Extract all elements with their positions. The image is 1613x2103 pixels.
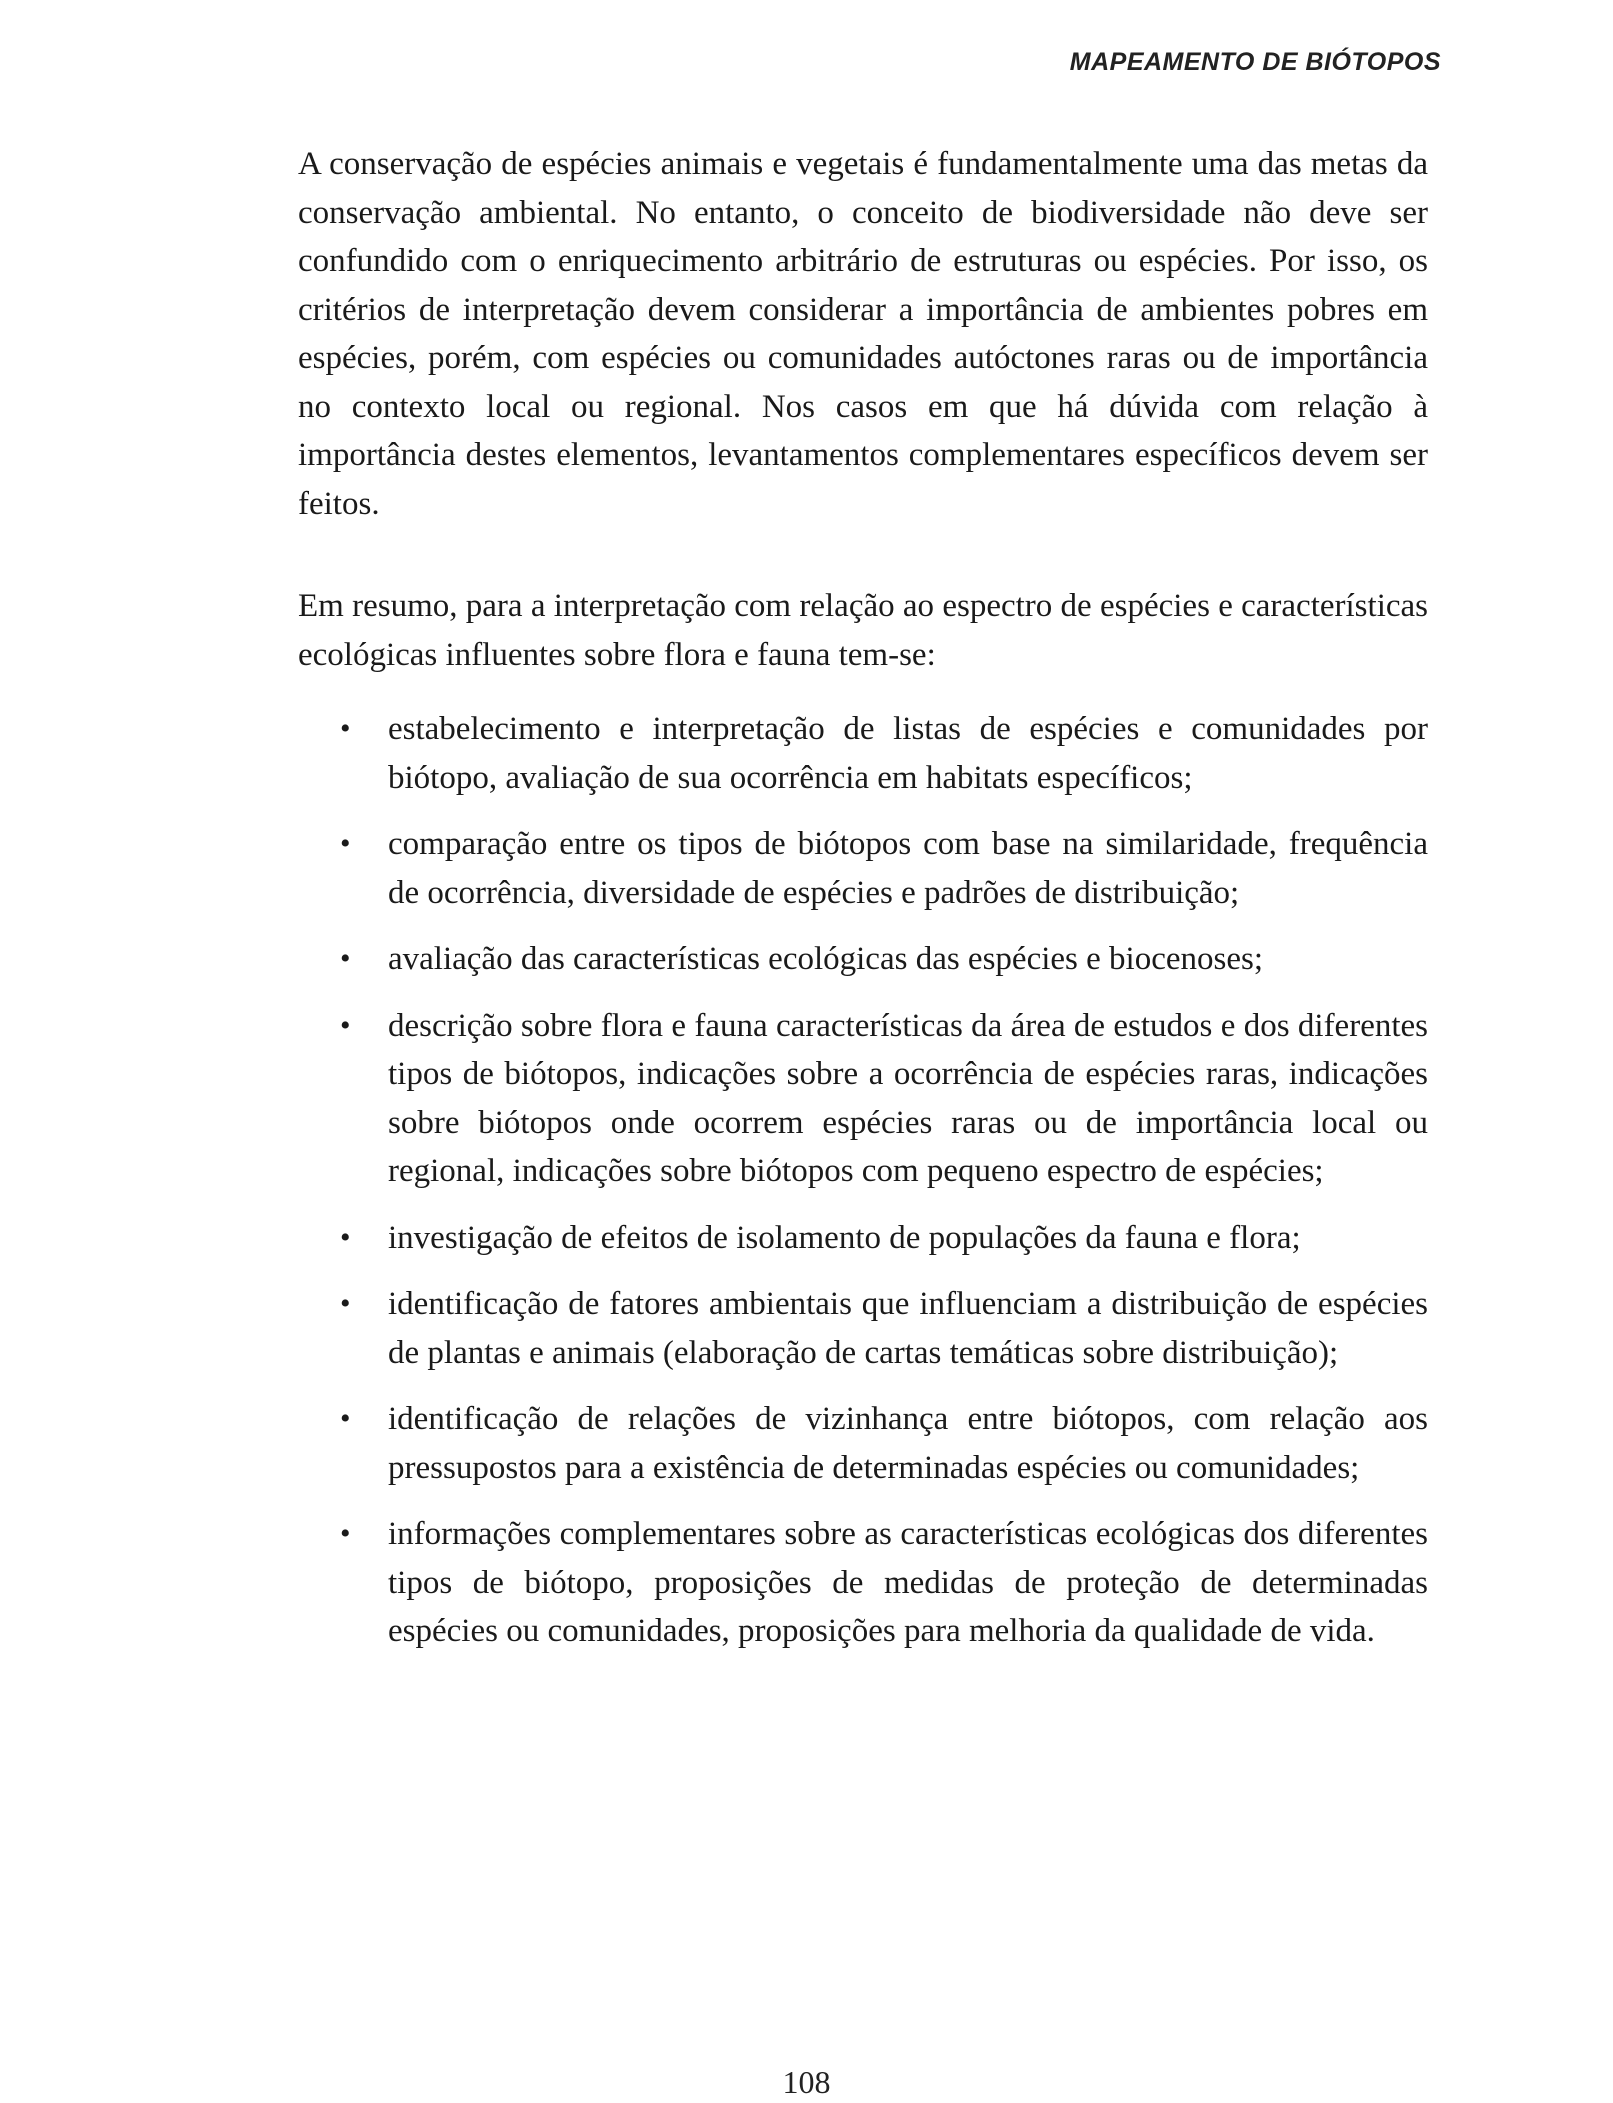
list-item-text: identificação de fatores ambientais que influenciam a distribuição de espécies de plantas e animais (elaboração de cartas temáticas sobre distribuição); xyxy=(388,1286,1428,1371)
bullet-icon: • xyxy=(340,712,351,745)
list-item xyxy=(298,820,1428,917)
bullet-icon: • xyxy=(340,942,351,975)
list-item xyxy=(298,935,1428,984)
list-item-text: investigação de efeitos de isolamento de populações da fauna e flora; xyxy=(388,1219,1301,1256)
list-item-text: estabelecimento e interpretação de listas de espécies e comunidades por biótopo, avaliação de sua ocorrência em habitats específicos; xyxy=(388,711,1428,796)
list-item xyxy=(298,1510,1428,1656)
list-item xyxy=(298,1280,1428,1377)
paragraph-conservation: A conservação de espécies animais e vegetais é fundamentalmente uma das metas da conservação ambiental. No entanto, o conceito de biodiversidade não deve ser confundido com o enriquecimento arbitrário de estruturas ou espécies. Por isso, os critérios de interpretação devem considerar a importância de ambientes pobres em espécies, porém, com espécies ou comunidades autóctones raras ou de importância no contexto local ou regional. Nos casos em que há dúvida com relação à importância destes elementos, levantamentos complementares específicos devem ser feitos. xyxy=(298,146,1428,522)
list-item xyxy=(298,1002,1428,1196)
list-item xyxy=(298,1395,1428,1492)
running-header: MAPEAMENTO DE BIÓTOPOS xyxy=(1069,48,1441,76)
bullet-icon: • xyxy=(340,827,351,860)
list-item xyxy=(298,1214,1428,1263)
paragraph-summary: Em resumo, para a interpretação com relação ao espectro de espécies e características ecológicas influentes sobre flora e fauna tem-se: xyxy=(298,588,1428,673)
list-item-text: comparação entre os tipos de biótopos com base na similaridade, frequência de ocorrência, diversidade de espécies e padrões de distribuição; xyxy=(388,826,1428,911)
list-item xyxy=(298,705,1428,802)
list-item-text: avaliação das características ecológicas das espécies e biocenoses; xyxy=(388,941,1263,977)
bullet-icon: • xyxy=(340,1220,351,1254)
list-item-text: informações complementares sobre as características ecológicas dos diferentes tipos de biótopo, proposições de medidas de proteção de determinadas espécies ou comunidades, proposições para melhoria da qualidade de vida. xyxy=(388,1516,1428,1649)
bullet-icon: • xyxy=(340,1517,351,1550)
list-item-text: identificação de relações de vizinhança entre biótopos, com relação aos pressupostos para a existência de determinadas espécies ou comunidades; xyxy=(388,1401,1428,1486)
list-item-text: descrição sobre flora e fauna características da área de estudos e dos diferentes tipos de biótopos, indicações sobre a ocorrência de espécies raras, indicações sobre biótopos onde ocorrem espécies raras ou de importância local ou regional, indicações sobre biótopos com pequeno espectro de espécies; xyxy=(388,1007,1428,1189)
page-number: 108 xyxy=(782,2064,831,2100)
bullet-icon: • xyxy=(340,1402,351,1435)
bullet-icon: • xyxy=(340,1008,351,1042)
bullet-list xyxy=(298,705,1428,1674)
bullet-icon: • xyxy=(340,1287,351,1320)
